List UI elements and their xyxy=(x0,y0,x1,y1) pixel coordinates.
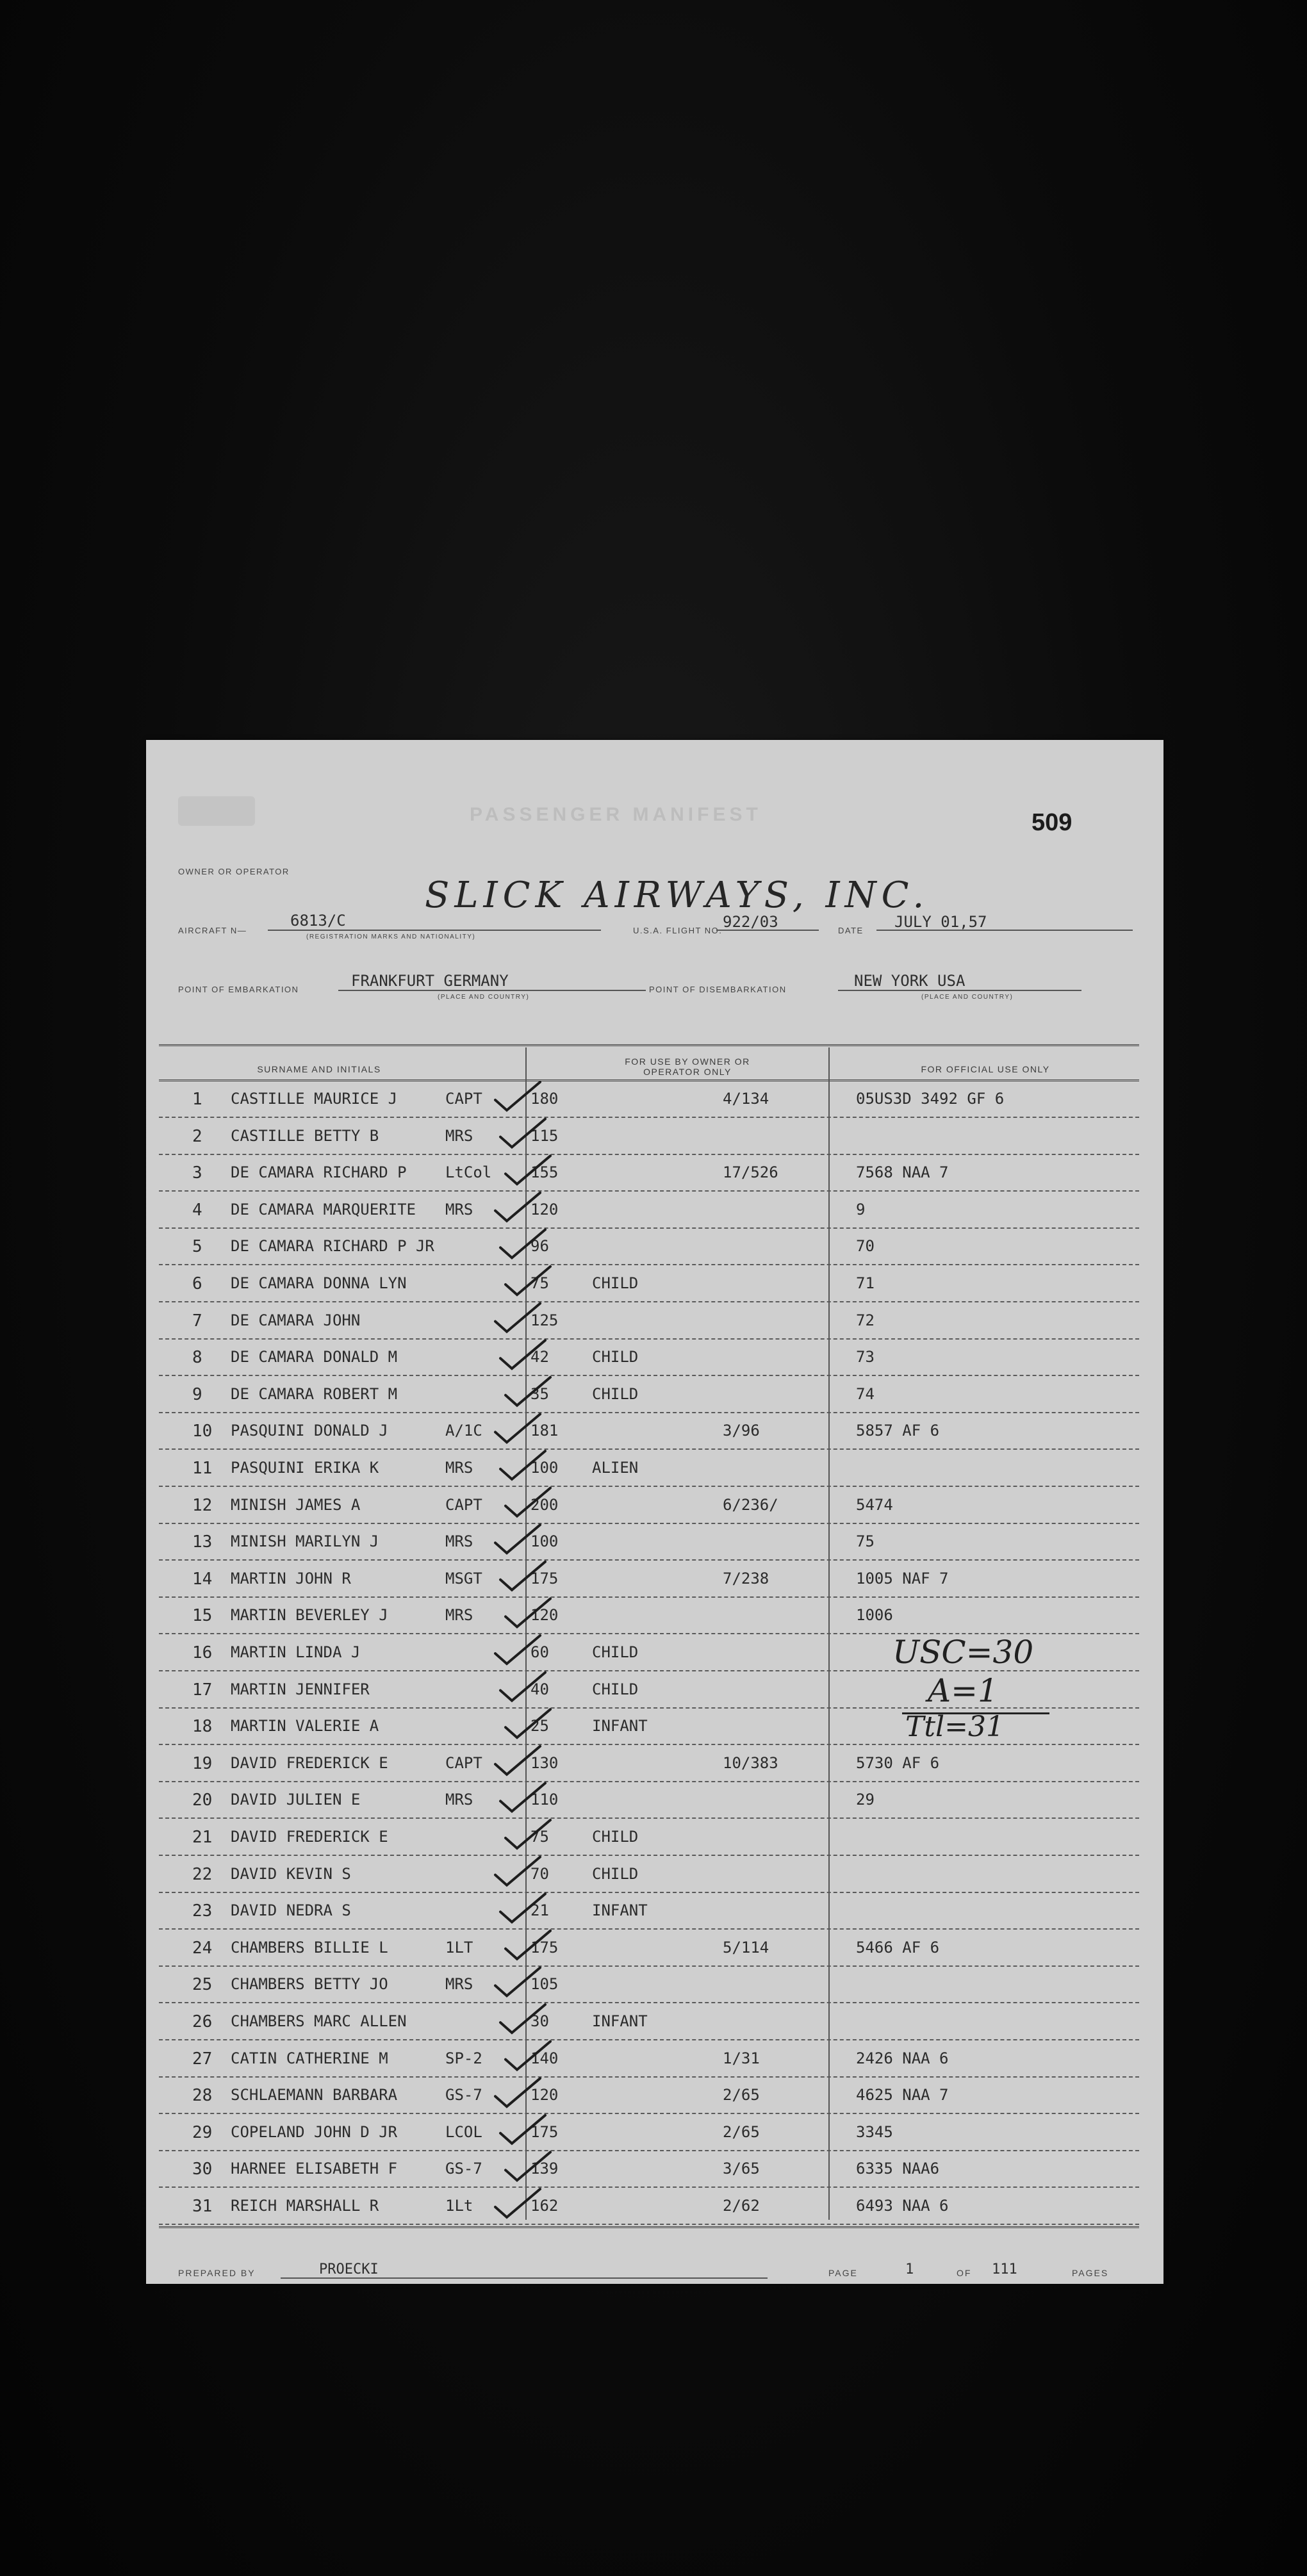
table-row xyxy=(146,1376,1163,1413)
page-label: PAGE xyxy=(828,2268,858,2278)
of-value: 111 xyxy=(992,2261,1017,2277)
row-number: 1 xyxy=(192,1090,202,1109)
passenger-name: MARTIN BEVERLEY J xyxy=(231,1606,388,1625)
baggage-count: 7/238 xyxy=(723,1569,769,1587)
passenger-name: MINISH MARILYN J xyxy=(231,1532,379,1551)
passenger-weight: 140 xyxy=(530,2049,559,2067)
passenger-name: CHAMBERS BETTY JO xyxy=(231,1975,388,1994)
row-number: 2 xyxy=(192,1126,202,1146)
table-row xyxy=(146,1819,1163,1856)
tally-aliens: A=1 xyxy=(928,1672,998,1709)
table-row xyxy=(146,1339,1163,1376)
table-row xyxy=(146,1118,1163,1155)
passenger-rank: MRS xyxy=(445,1200,473,1218)
passenger-name: DAVID FREDERICK E xyxy=(231,1753,388,1772)
owner-value: SLICK AIRWAYS, INC. xyxy=(425,874,930,916)
row-number: 28 xyxy=(192,2086,213,2106)
col-surname: SURNAME AND INITIALS xyxy=(257,1064,381,1074)
table-row xyxy=(146,1782,1163,1819)
table-row xyxy=(146,1930,1163,1967)
disembark-value: NEW YORK USA xyxy=(854,972,966,990)
official-code: 29 xyxy=(856,1791,875,1809)
passenger-category: INFANT xyxy=(592,1901,648,1920)
passenger-weight: 120 xyxy=(530,1606,559,1625)
passenger-weight: 25 xyxy=(530,1717,549,1735)
passenger-weight: 60 xyxy=(530,1643,549,1661)
passenger-category: INFANT xyxy=(592,2012,648,2030)
passenger-name: DAVID FREDERICK E xyxy=(231,1828,388,1846)
baggage-count: 4/134 xyxy=(723,1090,769,1108)
passenger-name: REICH MARSHALL R xyxy=(231,2197,379,2215)
passenger-name: PASQUINI DONALD J xyxy=(231,1422,388,1440)
official-code: 6335 NAA6 xyxy=(856,2160,940,2178)
passenger-category: CHILD xyxy=(592,1274,639,1292)
passenger-weight: 105 xyxy=(530,1975,559,1994)
passenger-name: CHAMBERS BILLIE L xyxy=(231,1938,388,1957)
col-official-use: FOR OFFICIAL USE ONLY xyxy=(921,1064,1050,1074)
row-number: 29 xyxy=(192,2122,213,2142)
table-row xyxy=(146,2188,1163,2225)
baggage-count: 5/114 xyxy=(723,1938,769,1957)
passenger-category: CHILD xyxy=(592,1384,639,1403)
baggage-count: 6/236/ xyxy=(723,1495,778,1514)
baggage-count: 2/65 xyxy=(723,2122,760,2141)
row-number: 16 xyxy=(192,1643,213,1662)
passenger-weight: 100 xyxy=(530,1459,559,1477)
passenger-weight: 200 xyxy=(530,1495,559,1514)
row-number: 21 xyxy=(192,1828,213,1847)
passenger-name: DAVID JULIEN E xyxy=(231,1791,361,1809)
passenger-rank: MRS xyxy=(445,1975,473,1994)
aircraft-label: AIRCRAFT N— xyxy=(178,926,247,935)
row-number: 19 xyxy=(192,1753,213,1773)
passenger-rank: SP-2 xyxy=(445,2049,482,2067)
table-row xyxy=(146,2003,1163,2040)
passenger-rank: MRS xyxy=(445,1791,473,1809)
passenger-weight: 75 xyxy=(530,1274,549,1292)
passenger-rank: LCOL xyxy=(445,2122,482,2141)
passenger-rank: MRS xyxy=(445,1532,473,1551)
passenger-weight: 40 xyxy=(530,1680,549,1698)
baggage-count: 2/65 xyxy=(723,2086,760,2104)
disembark-label: POINT OF DISEMBARKATION xyxy=(649,985,787,994)
row-number: 24 xyxy=(192,1938,213,1958)
table-row xyxy=(146,1561,1163,1598)
official-code: 71 xyxy=(856,1274,875,1292)
passenger-rank: MRS xyxy=(445,1606,473,1625)
table-row xyxy=(146,2151,1163,2188)
table-row xyxy=(146,2077,1163,2114)
passenger-name: DE CAMARA RICHARD P xyxy=(231,1163,407,1182)
row-number: 11 xyxy=(192,1459,213,1478)
passenger-weight: 130 xyxy=(530,1753,559,1772)
passenger-rank: CAPT xyxy=(445,1495,482,1514)
passenger-name: COPELAND JOHN D JR xyxy=(231,2122,398,2141)
date-value: JULY 01,57 xyxy=(894,913,987,931)
passenger-rank: 1Lt xyxy=(445,2197,473,2215)
passenger-rank: GS-7 xyxy=(445,2160,482,2178)
row-number: 9 xyxy=(192,1384,202,1404)
row-number: 12 xyxy=(192,1495,213,1515)
row-number: 14 xyxy=(192,1569,213,1589)
row-number: 18 xyxy=(192,1717,213,1737)
row-number: 6 xyxy=(192,1274,202,1293)
table-row xyxy=(146,1966,1163,2003)
official-code: 74 xyxy=(856,1384,875,1403)
row-number: 30 xyxy=(192,2160,213,2179)
passenger-rank: CAPT xyxy=(445,1753,482,1772)
baggage-count: 3/65 xyxy=(723,2160,760,2178)
passenger-weight: 175 xyxy=(530,1569,559,1587)
page-number-stamp: 509 xyxy=(1032,809,1073,836)
official-code: 5474 xyxy=(856,1495,893,1514)
table-row xyxy=(146,1228,1163,1265)
table-row xyxy=(146,2114,1163,2151)
passenger-weight: 110 xyxy=(530,1791,559,1809)
passenger-category: ALIEN xyxy=(592,1459,639,1477)
flight-value: 922/03 xyxy=(723,913,778,931)
table-row xyxy=(146,1523,1163,1561)
passenger-rank: MRS xyxy=(445,1126,473,1145)
passenger-weight: 42 xyxy=(530,1348,549,1366)
passenger-rank: A/1C xyxy=(445,1422,482,1440)
baggage-count: 17/526 xyxy=(723,1163,778,1182)
embark-label: POINT OF EMBARKATION xyxy=(178,985,299,994)
passenger-rank: GS-7 xyxy=(445,2086,482,2104)
passenger-name: MARTIN JENNIFER xyxy=(231,1680,370,1698)
passenger-name: DAVID KEVIN S xyxy=(231,1864,351,1883)
row-number: 20 xyxy=(192,1791,213,1810)
passenger-rank: 1LT xyxy=(445,1938,473,1957)
passenger-rank: MRS xyxy=(445,1459,473,1477)
official-code: 72 xyxy=(856,1311,875,1329)
row-divider xyxy=(159,2224,1139,2225)
passenger-name: HARNEE ELISABETH F xyxy=(231,2160,398,2178)
passenger-name: DE CAMARA JOHN xyxy=(231,1311,361,1329)
passenger-category: CHILD xyxy=(592,1680,639,1698)
table-row xyxy=(146,1154,1163,1192)
passenger-name: DE CAMARA MARQUERITE xyxy=(231,1200,416,1218)
pages-label: PAGES xyxy=(1072,2268,1109,2278)
table-row xyxy=(146,1192,1163,1229)
row-number: 26 xyxy=(192,2012,213,2031)
date-label: DATE xyxy=(838,926,864,935)
table-row xyxy=(146,1856,1163,1893)
passenger-rank: LtCol xyxy=(445,1163,492,1182)
passenger-name: MINISH JAMES A xyxy=(231,1495,361,1514)
passenger-rank: MSGT xyxy=(445,1569,482,1587)
passenger-weight: 96 xyxy=(530,1237,549,1256)
table-row xyxy=(146,1081,1163,1118)
table-row xyxy=(146,1892,1163,1930)
passenger-weight: 175 xyxy=(530,1938,559,1957)
passenger-category: CHILD xyxy=(592,1864,639,1883)
prepared-by-label: PREPARED BY xyxy=(178,2268,256,2278)
official-code: 7568 NAA 7 xyxy=(856,1163,949,1182)
row-number: 3 xyxy=(192,1163,202,1183)
passenger-weight: 155 xyxy=(530,1163,559,1182)
disembark-sub: (PLACE AND COUNTRY) xyxy=(921,994,1014,1001)
passenger-weight: 75 xyxy=(530,1828,549,1846)
passenger-category: CHILD xyxy=(592,1643,639,1661)
embark-sub: (PLACE AND COUNTRY) xyxy=(438,994,530,1001)
row-number: 22 xyxy=(192,1864,213,1884)
passenger-name: DE CAMARA RICHARD P JR xyxy=(231,1237,434,1256)
row-number: 27 xyxy=(192,2049,213,2069)
passenger-name: SCHLAEMANN BARBARA xyxy=(231,2086,398,2104)
row-number: 8 xyxy=(192,1348,202,1368)
col-owner-use: FOR USE BY OWNER OR OPERATOR ONLY xyxy=(625,1056,750,1077)
passenger-name: PASQUINI ERIKA K xyxy=(231,1459,379,1477)
official-code: 9 xyxy=(856,1200,866,1218)
official-code: 1006 xyxy=(856,1606,893,1625)
passenger-name: DE CAMARA DONALD M xyxy=(231,1348,398,1366)
table-row xyxy=(146,1745,1163,1782)
passenger-weight: 70 xyxy=(530,1864,549,1883)
passenger-weight: 120 xyxy=(530,2086,559,2104)
row-number: 17 xyxy=(192,1680,213,1700)
baggage-count: 3/96 xyxy=(723,1422,760,1440)
table-row xyxy=(146,1413,1163,1450)
tally-us-citizens: USC=30 xyxy=(892,1634,1034,1671)
manifest-page xyxy=(146,740,1163,2284)
page-value: 1 xyxy=(905,2261,914,2277)
passenger-name: MARTIN LINDA J xyxy=(231,1643,361,1661)
table-row xyxy=(146,1597,1163,1634)
passenger-weight: 30 xyxy=(530,2012,549,2030)
row-number: 5 xyxy=(192,1237,202,1257)
passenger-category: CHILD xyxy=(592,1828,639,1846)
row-number: 10 xyxy=(192,1422,213,1441)
passenger-weight: 100 xyxy=(530,1532,559,1551)
table-row xyxy=(146,1487,1163,1524)
prepared-by-value: PROECKI xyxy=(319,2261,379,2277)
official-code: 2426 NAA 6 xyxy=(856,2049,949,2067)
passenger-category: CHILD xyxy=(592,1348,639,1366)
official-code: 5730 AF 6 xyxy=(856,1753,940,1772)
passenger-weight: 21 xyxy=(530,1901,549,1920)
passenger-weight: 181 xyxy=(530,1422,559,1440)
official-code: 4625 NAA 7 xyxy=(856,2086,949,2104)
official-code: 6493 NAA 6 xyxy=(856,2197,949,2215)
aircraft-value: 6813/C xyxy=(290,912,346,930)
baggage-count: 2/62 xyxy=(723,2197,760,2215)
flight-label: U.S.A. FLIGHT NO. xyxy=(633,926,723,935)
official-code: 73 xyxy=(856,1348,875,1366)
row-number: 23 xyxy=(192,1901,213,1921)
faded-logo xyxy=(178,796,255,826)
passenger-weight: 139 xyxy=(530,2160,559,2178)
passenger-name: DE CAMARA ROBERT M xyxy=(231,1384,398,1403)
passenger-name: DAVID NEDRA S xyxy=(231,1901,351,1920)
row-number: 15 xyxy=(192,1606,213,1626)
table-row xyxy=(146,1265,1163,1302)
row-number: 7 xyxy=(192,1311,202,1331)
passenger-weight: 175 xyxy=(530,2122,559,2141)
official-code: 5857 AF 6 xyxy=(856,1422,940,1440)
table-row xyxy=(146,1450,1163,1487)
official-code: 05US3D 3492 GF 6 xyxy=(856,1090,1005,1108)
passenger-name: DE CAMARA DONNA LYN xyxy=(231,1274,407,1292)
table-row xyxy=(146,2040,1163,2078)
passenger-name: MARTIN VALERIE A xyxy=(231,1717,379,1735)
passenger-weight: 180 xyxy=(530,1090,559,1108)
passenger-weight: 162 xyxy=(530,2197,559,2215)
official-code: 75 xyxy=(856,1532,875,1551)
passenger-name: CHAMBERS MARC ALLEN xyxy=(231,2012,407,2030)
owner-label: OWNER OR OPERATOR xyxy=(178,867,290,876)
row-number: 25 xyxy=(192,1975,213,1995)
passenger-weight: 120 xyxy=(530,1200,559,1218)
passenger-weight: 125 xyxy=(530,1311,559,1329)
aircraft-sub: (REGISTRATION MARKS AND NATIONALITY) xyxy=(306,933,476,940)
passenger-weight: 35 xyxy=(530,1384,549,1403)
official-code: 5466 AF 6 xyxy=(856,1938,940,1957)
row-number: 31 xyxy=(192,2197,213,2216)
baggage-count: 10/383 xyxy=(723,1753,778,1772)
of-label: OF xyxy=(957,2268,972,2278)
passenger-category: INFANT xyxy=(592,1717,648,1735)
passenger-name: CASTILLE MAURICE J xyxy=(231,1090,398,1108)
table-row xyxy=(146,1671,1163,1709)
official-code: 1005 NAF 7 xyxy=(856,1569,949,1587)
passenger-name: CATIN CATHERINE M xyxy=(231,2049,388,2067)
embark-value: FRANKFURT GERMANY xyxy=(351,972,509,990)
official-code: 3345 xyxy=(856,2122,893,2141)
official-code: 70 xyxy=(856,1237,875,1256)
form-title: PASSENGER MANIFEST xyxy=(470,804,762,825)
passenger-rank: CAPT xyxy=(445,1090,482,1108)
baggage-count: 1/31 xyxy=(723,2049,760,2067)
row-number: 13 xyxy=(192,1532,213,1552)
table-row xyxy=(146,1302,1163,1340)
row-number: 4 xyxy=(192,1200,202,1220)
passenger-name: CASTILLE BETTY B xyxy=(231,1126,379,1145)
passenger-name: MARTIN JOHN R xyxy=(231,1569,351,1587)
tally-total: Ttl=31 xyxy=(905,1710,1004,1743)
passenger-weight: 115 xyxy=(530,1126,559,1145)
